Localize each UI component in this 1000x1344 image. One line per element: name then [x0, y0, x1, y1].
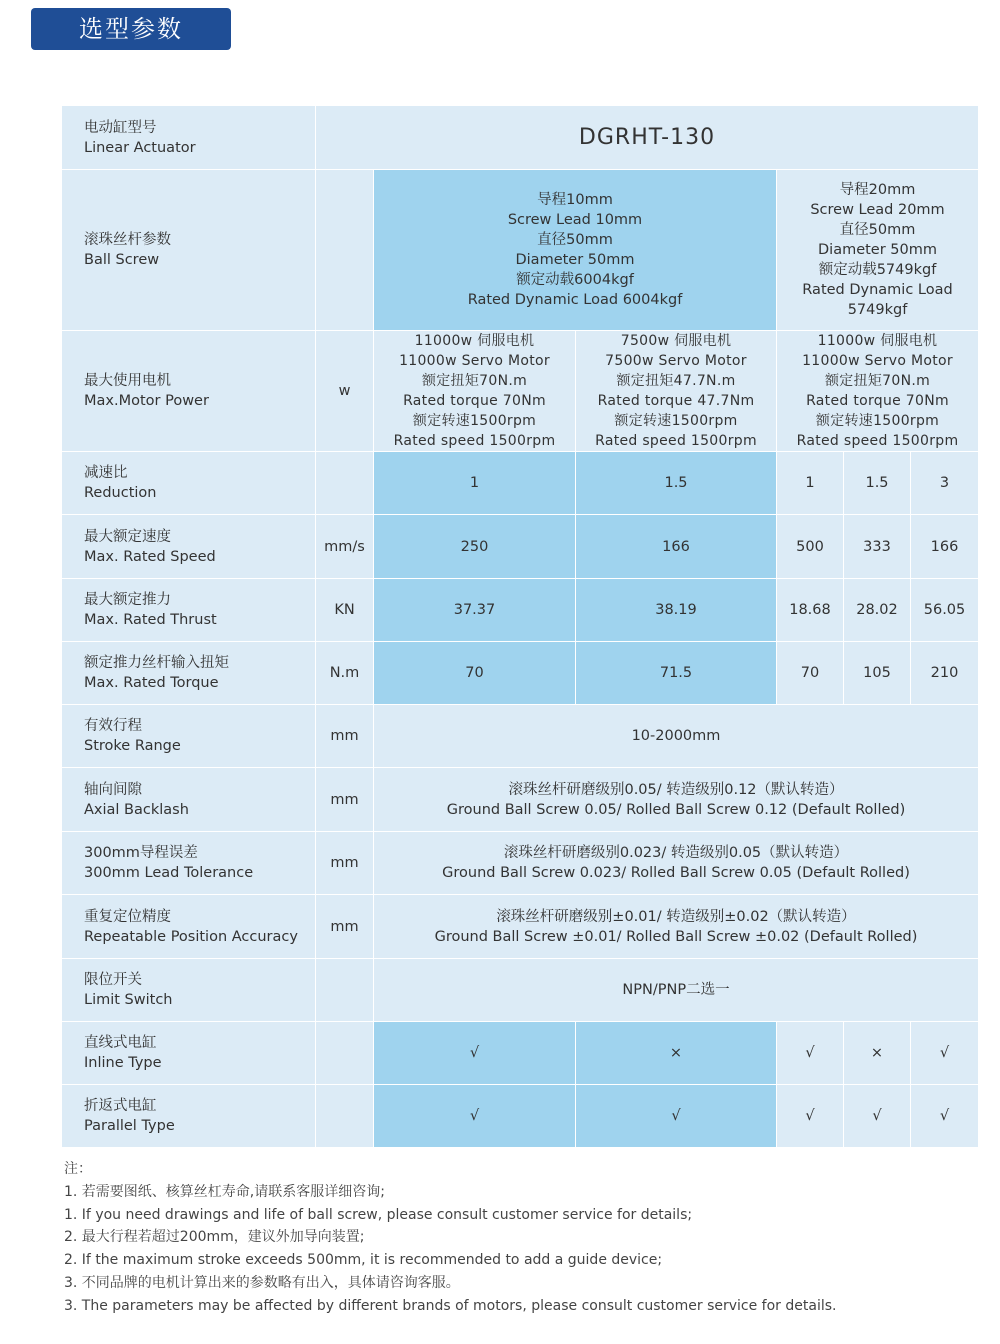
value-cell: 28.02 — [844, 579, 911, 642]
motor-spec-a: 11000w 伺服电机 11000w Servo Motor 额定扭矩70N.m Rated torque 70Nm 额定转速1500rpm Rated speed 1500rpm — [374, 331, 576, 452]
row-label: 最大额定速度 Max. Rated Speed — [62, 515, 316, 579]
notes — [64, 1158, 836, 1318]
value-cell: 18.68 — [777, 579, 844, 642]
value-cell: 1.5 — [576, 452, 777, 515]
note-line: 注： — [64, 1161, 92, 1177]
backlash-value: 滚珠丝杆研磨级别0.05/ 转造级别0.12（默认转造） Ground Ball Screw 0.05/ Rolled Ball Screw 0.12 (Default Rolled) — [374, 768, 979, 832]
row-label: 减速比 Reduction — [62, 452, 316, 515]
parallel-type-row — [62, 1085, 979, 1148]
mark-cell: × — [576, 1022, 777, 1085]
value-cell: 56.05 — [911, 579, 979, 642]
value-cell: 166 — [911, 515, 979, 579]
value-cell: 1 — [777, 452, 844, 515]
screw-spec-b: 导程20mm Screw Lead 20mm 直径50mm Diameter 50mm 额定动载5749kgf Rated Dynamic Load 5749kgf — [777, 170, 979, 331]
unit: w — [316, 331, 374, 452]
row-label: 额定推力丝杆输入扭矩 Max. Rated Torque — [62, 642, 316, 705]
stroke-value: 10-2000mm — [374, 705, 979, 768]
row-label: 有效行程 Stroke Range — [62, 705, 316, 768]
model-row — [62, 106, 979, 170]
speed-row — [62, 515, 979, 579]
limit-switch-row — [62, 959, 979, 1022]
row-label: 折返式电缸 Parallel Type — [62, 1085, 316, 1148]
mark-cell: √ — [576, 1085, 777, 1148]
lead-tolerance-value: 滚珠丝杆研磨级别0.023/ 转造级别0.05（默认转造） Ground Ball Screw 0.023/ Rolled Ball Screw 0.05 (Default Rolled) — [374, 832, 979, 895]
mark-cell: √ — [374, 1085, 576, 1148]
reduction-row — [62, 452, 979, 515]
mark-cell: √ — [777, 1085, 844, 1148]
value-cell: 70 — [374, 642, 576, 705]
stroke-row — [62, 705, 979, 768]
page-title: 选型参数 — [31, 8, 231, 50]
value-cell: 105 — [844, 642, 911, 705]
note-line: 3. 不同品牌的电机计算出来的参数略有出入，具体请咨询客服。 — [64, 1274, 460, 1291]
mark-cell: √ — [911, 1085, 979, 1148]
value-cell: 333 — [844, 515, 911, 579]
inline-type-row — [62, 1022, 979, 1085]
row-label: 300mm导程误差 300mm Lead Tolerance — [62, 832, 316, 895]
model-value: DGRHT-130 — [316, 106, 979, 170]
limit-switch-value: NPN/PNP二选一 — [374, 959, 979, 1022]
unit: mm — [316, 768, 374, 832]
value-cell: 3 — [911, 452, 979, 515]
screw-spec-a: 导程10mm Screw Lead 10mm 直径50mm Diameter 50mm 额定动载6004kgf Rated Dynamic Load 6004kgf — [374, 170, 777, 331]
note-line: 2. If the maximum stroke exceeds 500mm, it is recommended to add a guide device; — [64, 1252, 663, 1269]
mark-cell: √ — [844, 1085, 911, 1148]
repeat-accuracy-value: 滚珠丝杆研磨级别±0.01/ 转造级别±0.02（默认转造） Ground Ball Screw ±0.01/ Rolled Ball Screw ±0.02 (Default Rolled) — [374, 895, 979, 959]
note-line: 1. If you need drawings and life of ball screw, please consult customer service for details; — [64, 1206, 693, 1223]
unit: N.m — [316, 642, 374, 705]
row-label: 轴向间隙 Axial Backlash — [62, 768, 316, 832]
value-cell: 210 — [911, 642, 979, 705]
row-label: 最大使用电机 Max.Motor Power — [62, 331, 316, 452]
row-label: 限位开关 Limit Switch — [62, 959, 316, 1022]
row-label: 直线式电缸 Inline Type — [62, 1022, 316, 1085]
motor-row — [62, 331, 979, 452]
value-cell: 250 — [374, 515, 576, 579]
motor-spec-c: 11000w 伺服电机 11000w Servo Motor 额定扭矩70N.m Rated torque 70Nm 额定转速1500rpm Rated speed 1500rpm — [777, 331, 979, 452]
unit: mm — [316, 895, 374, 959]
mark-cell: √ — [777, 1022, 844, 1085]
motor-spec-b: 7500w 伺服电机 7500w Servo Motor 额定扭矩47.7N.m Rated torque 47.7Nm 额定转速1500rpm Rated speed 1500rpm — [576, 331, 777, 452]
row-label: 最大额定推力 Max. Rated Thrust — [62, 579, 316, 642]
spec-table — [61, 105, 979, 1148]
unit: mm — [316, 705, 374, 768]
mark-cell: √ — [911, 1022, 979, 1085]
repeat-accuracy-row — [62, 895, 979, 959]
thrust-row — [62, 579, 979, 642]
backlash-row — [62, 768, 979, 832]
value-cell: 37.37 — [374, 579, 576, 642]
mark-cell: √ — [374, 1022, 576, 1085]
unit: mm — [316, 832, 374, 895]
row-label: 重复定位精度 Repeatable Position Accuracy — [62, 895, 316, 959]
value-cell: 71.5 — [576, 642, 777, 705]
note-line: 1. 若需要图纸、核算丝杠寿命,请联系客服详细咨询; — [64, 1183, 385, 1200]
note-line: 3. The parameters may be affected by different brands of motors, please consult customer service for details. — [64, 1297, 837, 1314]
value-cell: 38.19 — [576, 579, 777, 642]
unit: mm/s — [316, 515, 374, 579]
value-cell: 70 — [777, 642, 844, 705]
lead-tolerance-row — [62, 832, 979, 895]
unit: KN — [316, 579, 374, 642]
row-label: 电动缸型号 Linear Actuator — [62, 106, 316, 170]
value-cell: 166 — [576, 515, 777, 579]
ball-screw-row — [62, 170, 979, 331]
note-line: 2. 最大行程若超过200mm，建议外加导向装置; — [64, 1229, 365, 1246]
mark-cell: × — [844, 1022, 911, 1085]
row-label: 滚珠丝杆参数 Ball Screw — [62, 170, 316, 331]
value-cell: 500 — [777, 515, 844, 579]
value-cell: 1 — [374, 452, 576, 515]
value-cell: 1.5 — [844, 452, 911, 515]
torque-row — [62, 642, 979, 705]
